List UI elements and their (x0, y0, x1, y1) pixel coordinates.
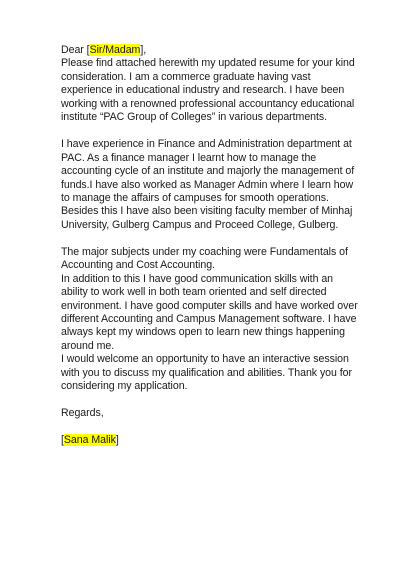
paragraph-spacer (61, 125, 361, 138)
paragraph-line: funds.I have also worked as Manager Admin where I learn how (61, 178, 354, 191)
paragraph-line: accounting cycle of an institute and majorly the management of (61, 165, 355, 178)
paragraph-line: Accounting and Cost Accounting. (61, 259, 215, 272)
paragraph-line: institute “PAC Group of Colleges” in various departments. (61, 111, 328, 124)
recipient-placeholder[interactable]: Sir/Madam (89, 44, 141, 56)
paragraph-experience (61, 138, 361, 232)
paragraph-line: experience in educational industry and research. I have been (61, 84, 345, 97)
paragraph-line: I have experience in Finance and Administration department at (61, 138, 352, 151)
closing-line: Regards, (61, 407, 104, 420)
paragraph-line: In addition to this I have good communication skills with an (61, 272, 333, 285)
paragraph-line: always kept my windows open to learn new things happening (61, 326, 345, 339)
paragraph-line: The major subjects under my coaching were Fundamentals of (61, 245, 348, 258)
greeting-suffix: ], (140, 44, 147, 56)
paragraph-line: I would welcome an opportunity to have an interactive session (61, 353, 349, 366)
paragraph-line: around me. (61, 339, 115, 352)
signature-line (61, 434, 361, 447)
paragraph-line: Please find attached herewith my updated resume for your kind (61, 57, 355, 70)
signature-prefix: [ (61, 434, 64, 447)
paragraph-line: to manage the affairs of campuses for smooth operations. (61, 191, 329, 204)
paragraph-line: Besides this I have also been visiting faculty member of Minhaj (61, 205, 353, 218)
signature-placeholder[interactable]: Sana Malik (63, 434, 116, 447)
paragraph-line: PAC. As a finance manager I learnt how to manage the (61, 151, 317, 164)
greeting-prefix: Dear [ (61, 44, 90, 56)
paragraph-line: environment. I have good computer skills and have worked over (61, 299, 358, 312)
cover-letter-body (61, 44, 361, 448)
signature-suffix: ] (115, 434, 119, 447)
paragraph-spacer (61, 394, 361, 407)
paragraph-spacer (61, 421, 361, 434)
paragraph-line: consideration. I am a commerce graduate having vast (61, 70, 311, 83)
paragraph-skills (61, 246, 361, 394)
paragraph-line: working with a renowned professional accountancy educational (61, 97, 355, 110)
paragraph-line: considering my application. (61, 380, 188, 393)
paragraph-line: University, Gulberg Campus and Proceed College, Gulberg. (61, 218, 339, 231)
paragraph-spacer (61, 232, 361, 245)
greeting-line (61, 44, 361, 57)
paragraph-line: different Accounting and Campus Management software. I have (61, 313, 357, 326)
paragraph-intro (61, 57, 361, 124)
paragraph-line: with you to discuss my qualification and abilities. Thank you for (61, 366, 352, 379)
paragraph-line: ability to work well in both team oriented and self directed (61, 286, 327, 299)
